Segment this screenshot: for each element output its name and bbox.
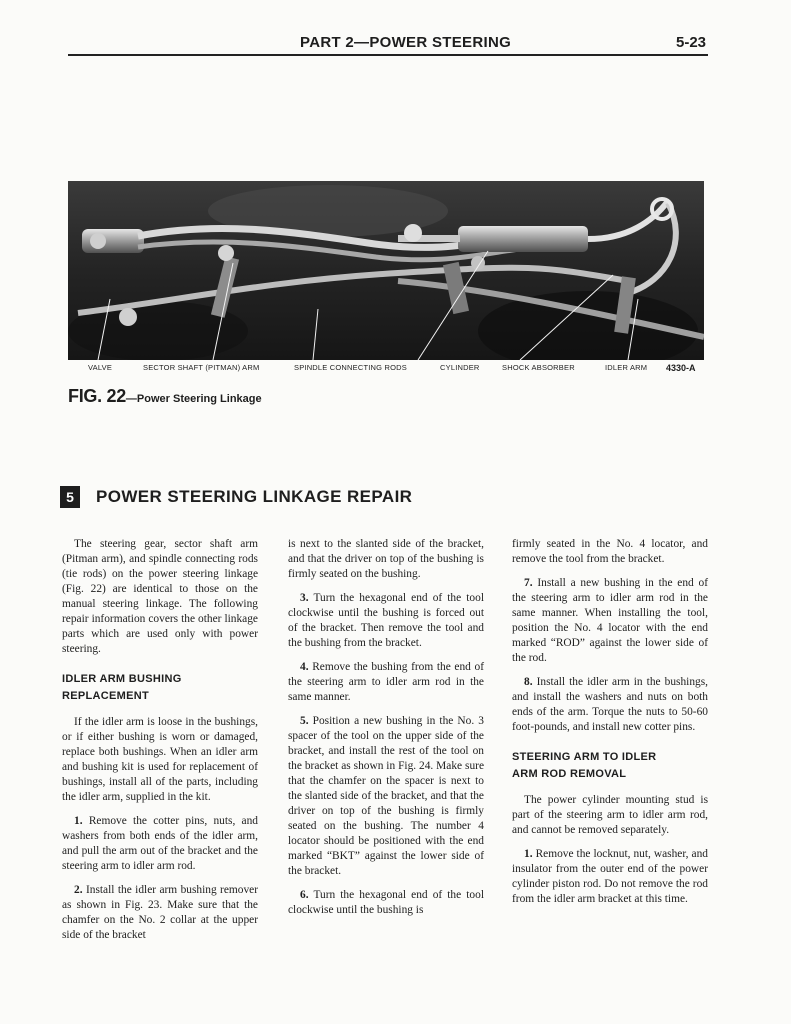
subheading-line: REPLACEMENT: [62, 690, 150, 702]
step-text: Remove the cotter pins, nuts, and washers from both ends of the idler arm, and pull the arm out of the bracket and the steering arm to idler arm rod.: [62, 815, 258, 872]
text-column-2: [288, 537, 484, 927]
step-text: Position a new bushing in the No. 3 spacer of the tool on the upper side of the bracket, and install the rest of the tool on the bracket as shown in Fig. 24. Make sure that the chamfer on the spacer is next to the slanted side of the bracket, and that the driver on top of the bushing is firmly seated on the bushing. The number 4 locator should be positioned with the end marked “BKT” against the lower side of the bracket.: [288, 715, 484, 877]
figure-callouts: [68, 361, 704, 375]
callout-idler-arm: IDLER ARM: [605, 363, 648, 372]
step-paragraph: [288, 888, 484, 918]
figure-number: FIG. 22: [68, 386, 126, 406]
step-paragraph: [512, 675, 708, 735]
section-title: POWER STEERING LINKAGE REPAIR: [96, 487, 413, 506]
step-number: 4.: [300, 661, 309, 673]
section-number-badge: 5: [60, 486, 80, 508]
step-text: Install a new bushing in the end of the steering arm to idler arm rod in the same manner. When installing the tool, position the No. 4 locator with the end marked “ROD” against the lower side of the rod.: [512, 577, 708, 664]
step-paragraph: [288, 591, 484, 651]
step-number: 5.: [300, 715, 309, 727]
subheading-idler-arm-bushing: [62, 671, 258, 705]
step-number: 2.: [74, 884, 83, 896]
step-number: 3.: [300, 592, 309, 604]
continued-paragraph: firmly seated in the No. 4 locator, and remove the tool from the bracket.: [512, 538, 708, 565]
header-rule: [68, 54, 708, 56]
step-text: Remove the locknut, nut, washer, and insulator from the outer end of the power cylinder piston rod. Do not remove the rod from the idler arm bracket at this time.: [512, 848, 708, 905]
step-text: Install the idler arm in the bushings, and install the washers and nuts on both ends of the arm. Torque the nuts to 50-60 foot-pounds, and install new cotter pins.: [512, 676, 709, 733]
paragraph: If the idler arm is loose in the bushings, or if either bushing is worn or damaged, replace both bushings. When an idler arm and bushing kit is used for replacement of bushings, install all of the parts, including the idler arm, supplied in the kit.: [62, 716, 258, 803]
step-text: Turn the hexagonal end of the tool clockwise until the bushing is forced out of the bracket. Then remove the tool and the bushing from the bracket.: [288, 592, 484, 649]
callout-cylinder: CYLINDER: [440, 363, 480, 372]
page-number: 5-23: [676, 34, 707, 51]
continued-paragraph: is next to the slanted side of the bracket, and that the driver on top of the bushing is firmly seated on the bushing.: [288, 538, 484, 580]
step-paragraph: [62, 883, 258, 943]
subheading-steering-arm-rod-removal: [512, 749, 708, 783]
callout-shock-absorber: SHOCK ABSORBER: [502, 363, 575, 372]
step-paragraph: [288, 714, 484, 879]
paragraph: The power cylinder mounting stud is part of the steering arm to idler arm rod, and cannot be removed separately.: [512, 794, 708, 836]
step-paragraph: [512, 576, 708, 666]
text-column-1: [62, 537, 258, 952]
subheading-line: ARM ROD REMOVAL: [512, 768, 627, 780]
power-steering-linkage-photo: [68, 181, 704, 360]
step-paragraph: [62, 814, 258, 874]
callout-spindle-connecting-rods: SPINDLE CONNECTING RODS: [294, 363, 407, 372]
step-number: 6.: [300, 889, 309, 901]
page-header-title: PART 2—POWER STEERING: [300, 34, 512, 51]
subheading-line: IDLER ARM BUSHING: [62, 673, 182, 685]
figure-id: 4330-A: [666, 363, 696, 373]
step-text: Turn the hexagonal end of the tool clockwise until the bushing is: [288, 889, 484, 916]
callout-sector-shaft-arm: SECTOR SHAFT (PITMAN) ARM: [143, 363, 260, 372]
intro-paragraph: The steering gear, sector shaft arm (Pitman arm), and spindle connecting rods (tie rods) on the power steering linkage (Fig. 22) are identical to those on the manual steering linkage. The following repair information covers the other linkage parts which are used only with power steering.: [62, 538, 258, 655]
subheading-line: STEERING ARM TO IDLER: [512, 751, 657, 763]
figure-caption: [68, 386, 262, 407]
linkage-photo-graphic: [68, 181, 704, 360]
step-number: 1.: [74, 815, 83, 827]
step-number: 1.: [524, 848, 533, 860]
callout-valve: VALVE: [88, 363, 113, 372]
figure-caption-text: —Power Steering Linkage: [125, 393, 262, 405]
step-number: 8.: [524, 676, 533, 688]
text-column-3: [512, 537, 708, 916]
step-paragraph: [288, 660, 484, 705]
step-text: Remove the bushing from the end of the steering arm to idler arm rod in the same manner.: [288, 661, 484, 703]
step-number: 7.: [524, 577, 533, 589]
step-paragraph: [512, 847, 708, 907]
step-text: Install the idler arm bushing remover as shown in Fig. 23. Make sure that the chamfer on the No. 2 collar at the upper side of the bracket: [62, 884, 258, 941]
